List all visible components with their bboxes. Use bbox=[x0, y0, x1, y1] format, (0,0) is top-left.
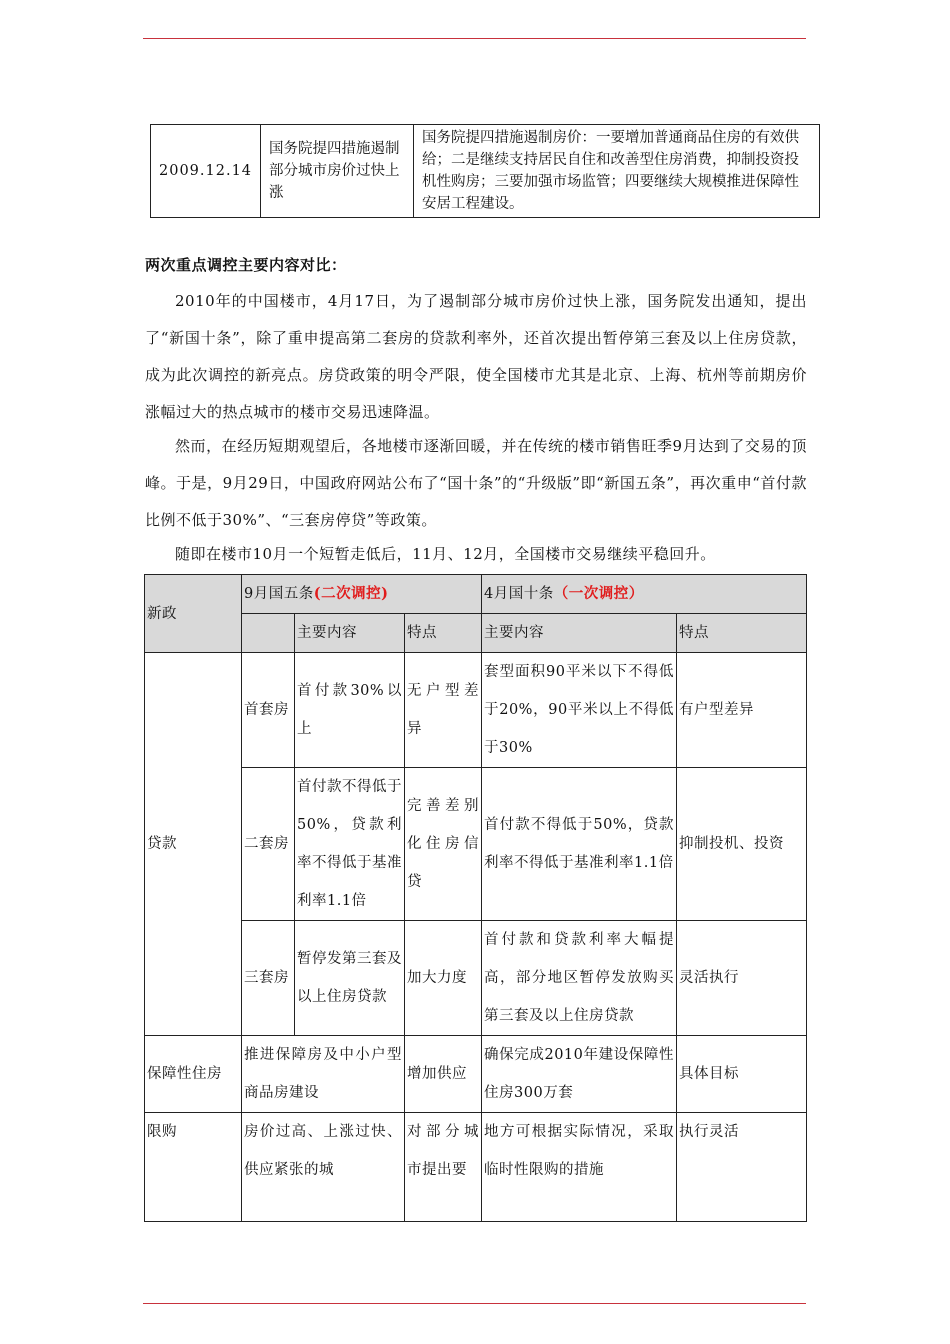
table-row bbox=[145, 1113, 807, 1222]
row-label: 二套房 bbox=[242, 768, 295, 921]
sub-main-a: 主要内容 bbox=[295, 614, 405, 653]
cell: 对部分城市提出要 bbox=[405, 1113, 482, 1222]
cell: 执行灵活 bbox=[677, 1113, 807, 1222]
cell: 首付款不得低于50%，贷款利率不得低于基准利率1.1倍 bbox=[295, 768, 405, 921]
event-date: 2009.12.14 bbox=[151, 125, 261, 218]
paragraph: 然而，在经历短期观望后，各地楼市逐渐回暖，并在传统的楼市销售旺季9月达到了交易的顶峰。于是，9月29日，中国政府网站公布了“国十条”的“升级版”即“新国五条”，再次重申“首付款比例不低于30%”、“三套房停贷”等政策。 bbox=[145, 437, 807, 529]
cell: 暂停发第三套及以上住房贷款 bbox=[295, 921, 405, 1036]
table-row bbox=[145, 653, 807, 768]
cell: 房价过高、上涨过快、供应紧张的城 bbox=[242, 1113, 405, 1222]
footer-rule bbox=[143, 1303, 806, 1304]
header-rule bbox=[143, 38, 806, 39]
table-row bbox=[145, 921, 807, 1036]
cell: 首付款30%以上 bbox=[295, 653, 405, 768]
cell: 具体目标 bbox=[677, 1036, 807, 1113]
cell: 灵活执行 bbox=[677, 921, 807, 1036]
row-label: 三套房 bbox=[242, 921, 295, 1036]
header-five-label: 9月国五条 bbox=[244, 586, 314, 602]
cell: 首付款不得低于50%，贷款利率不得低于基准利率1.1倍 bbox=[482, 768, 677, 921]
row-label: 限购 bbox=[145, 1113, 242, 1222]
sub-main-b: 主要内容 bbox=[482, 614, 677, 653]
section-heading: 两次重点调控主要内容对比： bbox=[145, 256, 347, 274]
cell: 推进保障房及中小户型商品房建设 bbox=[242, 1036, 405, 1113]
cell: 完善差别化住房信贷 bbox=[405, 768, 482, 921]
table-subheader-row bbox=[145, 614, 807, 653]
header-policy: 新政 bbox=[145, 575, 242, 653]
sub-feat-a: 特点 bbox=[405, 614, 482, 653]
cell: 首付款和贷款利率大幅提高，部分地区暂停发放购买第三套及以上住房贷款 bbox=[482, 921, 677, 1036]
row-label: 首套房 bbox=[242, 653, 295, 768]
header-ten-label: 4月国十条 bbox=[484, 586, 554, 602]
paragraph: 随即在楼市10月一个短暂走低后，11月、12月，全国楼市交易继续平稳回升。 bbox=[175, 545, 716, 563]
cell: 套型面积90平米以下不得低于20%，90平米以上不得低于30% bbox=[482, 653, 677, 768]
header-ten bbox=[482, 575, 807, 614]
comparison-table bbox=[144, 574, 807, 1222]
loan-label: 贷款 bbox=[145, 653, 242, 1036]
header-five bbox=[242, 575, 482, 614]
cell: 增加供应 bbox=[405, 1036, 482, 1113]
event-content: 国务院提四措施遏制房价：一要增加普通商品住房的有效供给；二是继续支持居民自住和改善型住房消费，抑制投资投机性购房；三要加强市场监管；四要继续大规模推进保障性安居工程建设。 bbox=[414, 125, 820, 218]
header-five-tag: (二次调控) bbox=[313, 585, 389, 602]
sub-blank bbox=[242, 614, 295, 653]
cell: 确保完成2010年建设保障性住房300万套 bbox=[482, 1036, 677, 1113]
cell: 有户型差异 bbox=[677, 653, 807, 768]
sub-feat-b: 特点 bbox=[677, 614, 807, 653]
event-title: 国务院提四措施遏制部分城市房价过快上涨 bbox=[261, 125, 414, 218]
paragraph: 2010年的中国楼市，4月17日，为了遏制部分城市房价过快上涨，国务院发出通知，提出了“新国十条”，除了重申提高第二套房的贷款利率外，还首次提出暂停第三套及以上住房贷款，成为此次调控的新亮点。房贷政策的明令严限，使全国楼市尤其是北京、上海、杭州等前期房价涨幅过大的热点城市的楼市交易迅速降温。 bbox=[145, 292, 807, 421]
table-row bbox=[145, 1036, 807, 1113]
event-table bbox=[150, 124, 820, 218]
row-label: 保障性住房 bbox=[145, 1036, 242, 1113]
cell: 抑制投机、投资 bbox=[677, 768, 807, 921]
header-ten-tag: （一次调控） bbox=[553, 585, 644, 602]
cell: 无户型差异 bbox=[405, 653, 482, 768]
cell: 地方可根据实际情况，采取临时性限购的措施 bbox=[482, 1113, 677, 1222]
cell: 加大力度 bbox=[405, 921, 482, 1036]
table-row bbox=[145, 768, 807, 921]
table-header-row bbox=[145, 575, 807, 614]
table-row bbox=[151, 125, 820, 218]
